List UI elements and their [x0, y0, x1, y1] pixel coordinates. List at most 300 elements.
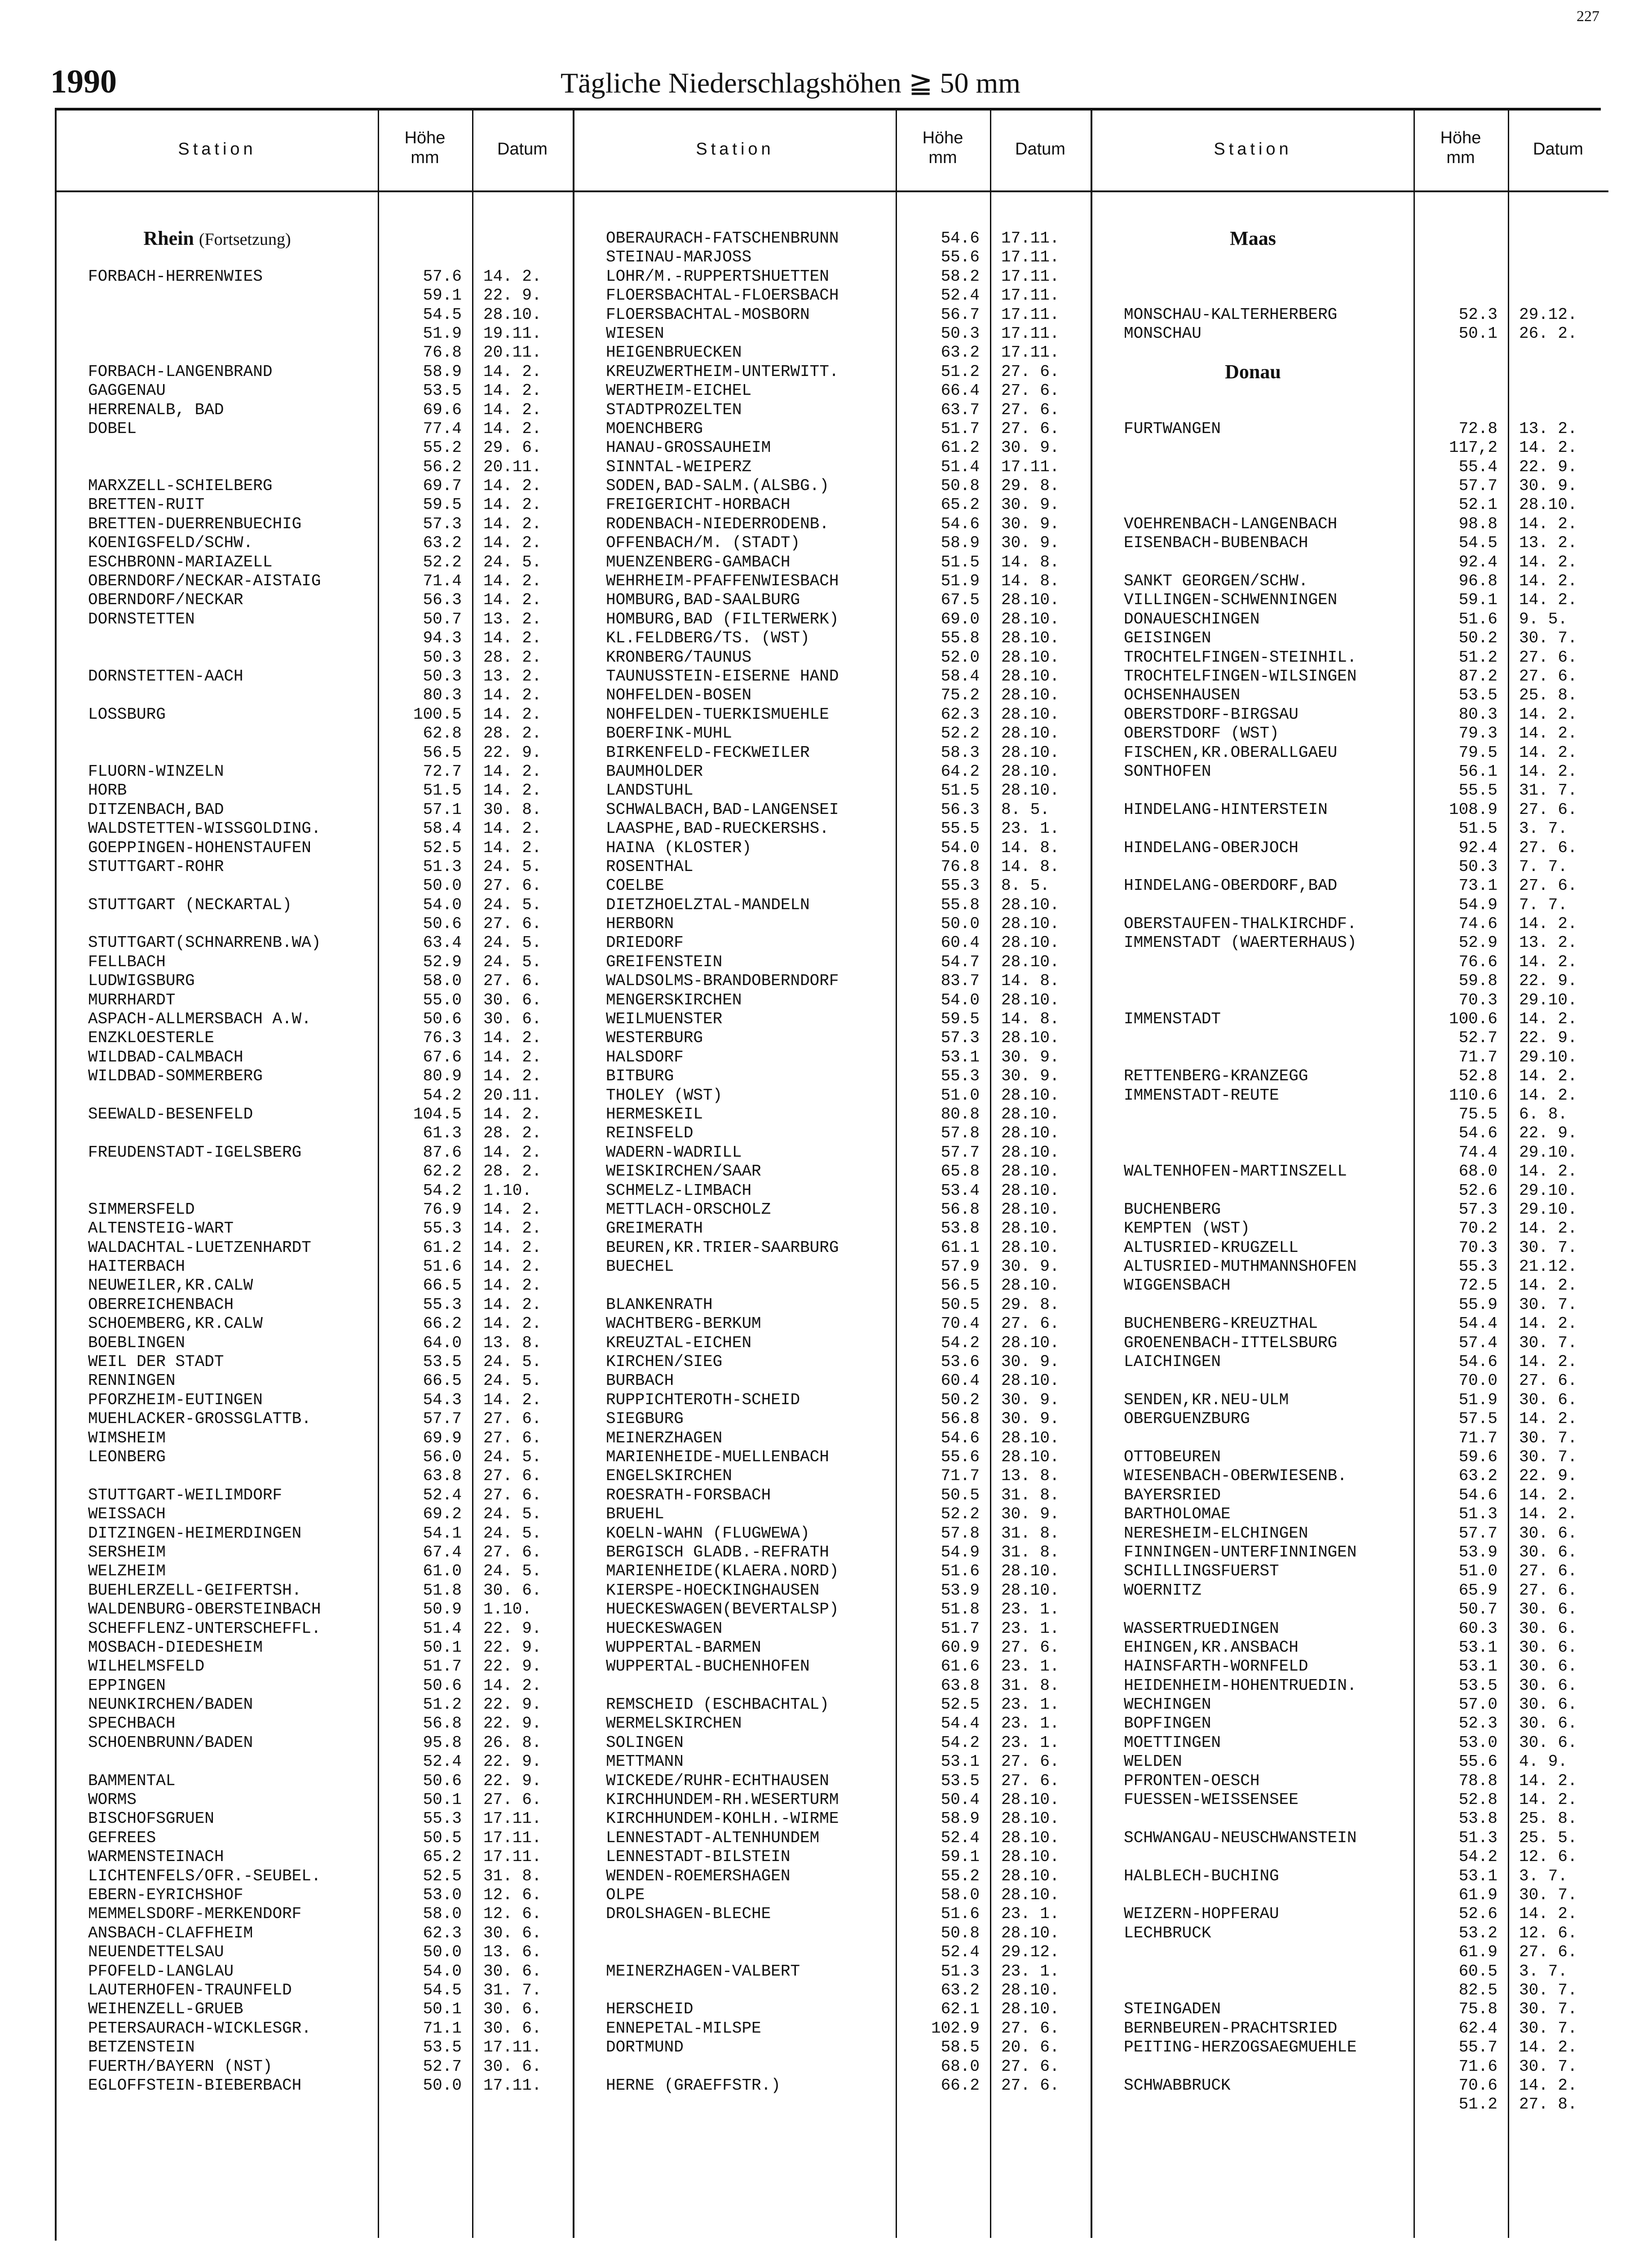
table-row — [57, 1638, 573, 1657]
station-name: DONAUESCHINGEN — [1124, 610, 1260, 628]
table-row — [574, 762, 1091, 781]
station-name: FORBACH-HERRENWIES — [88, 267, 263, 286]
station-name: LAASPHE,BAD-RUECKERSHS. — [606, 819, 829, 838]
table-row — [57, 1200, 573, 1219]
date-value: 27. 6. — [483, 1791, 542, 1809]
station-name: HAINSFARTH-WORNFELD — [1124, 1657, 1308, 1676]
table-row — [1092, 1353, 1608, 1371]
date-value: 14. 2. — [1519, 762, 1577, 781]
date-value: 28. 2. — [483, 724, 542, 743]
date-value: 23. 1. — [1001, 819, 1060, 838]
precipitation-height: 50.0 — [423, 876, 462, 895]
table-row — [1092, 629, 1608, 648]
precipitation-height: 71.7 — [941, 1467, 980, 1486]
table-row — [1092, 1086, 1608, 1105]
date-value: 17.11. — [483, 1828, 542, 1847]
date-value: 23. 1. — [1001, 1714, 1060, 1733]
date-value: 13. 8. — [483, 1333, 542, 1352]
table-row — [57, 1981, 573, 2000]
precipitation-height: 62.1 — [941, 2000, 980, 2019]
station-name: OBERNDORF/NECKAR — [88, 591, 243, 610]
date-value: 8. 5. — [1001, 800, 1050, 819]
station-name: NEUWEILER,KR.CALW — [88, 1276, 253, 1295]
station-name: SINNTAL-WEIPERZ — [606, 457, 752, 476]
station-name: PFORZHEIM-EUTINGEN — [88, 1390, 263, 1409]
date-value: 14. 2. — [483, 267, 542, 286]
precipitation-height: 52.3 — [1458, 1714, 1497, 1733]
station-name: ENGELSKIRCHEN — [606, 1467, 732, 1486]
station-name: WEISSACH — [88, 1505, 166, 1524]
table-row — [57, 495, 573, 514]
date-value: 30. 6. — [483, 2000, 542, 2019]
table-row — [1092, 1562, 1608, 1581]
precipitation-height: 57.3 — [941, 1029, 980, 1048]
station-name: LEONBERG — [88, 1448, 166, 1466]
table-row — [57, 1562, 573, 1581]
precipitation-height: 76.8 — [941, 857, 980, 876]
table-row — [574, 420, 1091, 438]
table-row — [574, 534, 1091, 553]
date-value: 28.10. — [483, 305, 542, 324]
date-value: 26. 2. — [1519, 324, 1577, 343]
station-name: BAYERSRIED — [1124, 1486, 1221, 1504]
table-row — [1092, 1048, 1608, 1067]
date-value: 17.11. — [1001, 457, 1060, 476]
date-value: 28.10. — [1001, 1086, 1060, 1105]
date-value: 14. 2. — [1519, 572, 1577, 591]
date-value: 27. 6. — [1519, 1943, 1577, 1962]
precipitation-height: 58.5 — [941, 2038, 980, 2057]
table-row — [57, 591, 573, 610]
date-value: 14. 2. — [1519, 1314, 1577, 1333]
date-value: 30. 6. — [1519, 1657, 1577, 1676]
precipitation-height: 50.4 — [941, 1791, 980, 1809]
table-row — [1092, 667, 1608, 686]
station-name: WERTHEIM-EICHEL — [606, 381, 752, 400]
table-row — [57, 1867, 573, 1886]
date-value: 28.10. — [1001, 1238, 1060, 1257]
date-value: 27. 6. — [1519, 667, 1577, 685]
precipitation-height: 53.8 — [1458, 1809, 1497, 1828]
table-row — [57, 1809, 573, 1828]
table-row — [574, 1124, 1091, 1143]
date-value: 25. 5. — [1519, 1828, 1577, 1847]
table-row — [1092, 343, 1608, 362]
precipitation-height: 53.5 — [941, 1771, 980, 1790]
station-name: STEINGADEN — [1124, 2000, 1221, 2019]
table-row — [574, 1295, 1091, 1314]
table-row — [574, 1181, 1091, 1200]
precipitation-height: 69.6 — [423, 400, 462, 419]
table-row — [1092, 953, 1608, 972]
station-name: TAUNUSSTEIN-EISERNE HAND — [606, 667, 839, 685]
table-row — [57, 1676, 573, 1695]
date-value: 28.10. — [1001, 1828, 1060, 1847]
date-value: 31. 7. — [1519, 781, 1577, 800]
date-value: 30. 6. — [1519, 1619, 1577, 1638]
header-hoehe-line1: Höhe — [1440, 128, 1481, 147]
table-row — [1092, 1067, 1608, 1086]
precipitation-height: 95.8 — [423, 1733, 462, 1752]
station-name: BAUMHOLDER — [606, 762, 703, 781]
precipitation-height: 51.6 — [941, 1905, 980, 1923]
precipitation-height: 102.9 — [931, 2019, 980, 2038]
date-value: 28. 2. — [483, 648, 542, 667]
precipitation-height: 55.3 — [423, 1219, 462, 1238]
table-row — [574, 1524, 1091, 1543]
date-value: 14. 2. — [1519, 1905, 1577, 1923]
date-value: 27. 6. — [1519, 838, 1577, 857]
date-value: 30. 7. — [1519, 1448, 1577, 1466]
station-name: VOEHRENBACH-LANGENBACH — [1124, 514, 1338, 533]
precipitation-height: 70.3 — [1458, 990, 1497, 1009]
table-row — [574, 2057, 1091, 2076]
table-row — [1092, 2000, 1608, 2019]
precipitation-height: 57.7 — [941, 1143, 980, 1162]
precipitation-height: 53.1 — [1458, 1866, 1497, 1885]
station-name: MEINERZHAGEN-VALBERT — [606, 1962, 800, 1981]
precipitation-height: 55.8 — [941, 629, 980, 648]
precipitation-height: 54.6 — [941, 1428, 980, 1447]
precipitation-height: 100.5 — [413, 705, 462, 724]
precipitation-height: 58.2 — [941, 267, 980, 286]
date-value: 28.10. — [1001, 1181, 1060, 1200]
table-row — [1092, 1886, 1608, 1905]
date-value: 24. 5. — [483, 1353, 542, 1371]
precipitation-height: 57.6 — [423, 267, 462, 286]
station-name: BETZENSTEIN — [88, 2038, 195, 2057]
date-value: 25. 8. — [1519, 686, 1577, 705]
precipitation-height: 98.8 — [1458, 514, 1497, 533]
table-row — [1092, 762, 1608, 781]
station-name: TROCHTELFINGEN-STEINHIL. — [1124, 648, 1357, 667]
table-row — [1092, 1486, 1608, 1505]
date-value: 13. 8. — [1001, 1467, 1060, 1486]
station-name: OFFENBACH/M. (STADT) — [606, 534, 800, 553]
station-name: BUECHEL — [606, 1257, 674, 1276]
table-row — [57, 1448, 573, 1467]
precipitation-height: 57.9 — [941, 1257, 980, 1276]
section-title — [1092, 360, 1413, 383]
station-name: WELDEN — [1124, 1752, 1182, 1771]
precipitation-height: 61.9 — [1458, 1885, 1497, 1904]
date-value: 27. 6. — [483, 1543, 542, 1561]
table-row — [574, 1334, 1091, 1353]
precipitation-height: 53.2 — [1458, 1923, 1497, 1942]
table-row — [1092, 324, 1608, 343]
precipitation-height: 76.9 — [423, 1200, 462, 1219]
station-name: HUECKESWAGEN(BEVERTALSP) — [606, 1600, 839, 1619]
precipitation-height: 51.8 — [423, 1581, 462, 1600]
date-value: 28.10. — [1001, 1029, 1060, 1048]
date-value: 22. 9. — [483, 1657, 542, 1676]
date-value: 14. 2. — [1519, 1067, 1577, 1086]
date-value: 24. 5. — [483, 895, 542, 914]
table-row — [574, 1371, 1091, 1390]
date-value: 30. 9. — [1001, 1257, 1060, 1276]
station-name: WIGGENSBACH — [1124, 1276, 1231, 1295]
date-value: 27. 6. — [1001, 1638, 1060, 1657]
precipitation-height: 54.2 — [423, 1086, 462, 1105]
station-name: METTLACH-ORSCHOLZ — [606, 1200, 771, 1219]
date-value: 27. 6. — [1001, 1314, 1060, 1333]
station-name: ROESRATH-FORSBACH — [606, 1486, 771, 1504]
station-name: SCHOENBRUNN/BADEN — [88, 1733, 253, 1752]
table-row — [574, 1733, 1091, 1752]
station-name: WALTENHOFEN-MARTINSZELL — [1124, 1162, 1347, 1181]
precipitation-height: 117,2 — [1449, 438, 1497, 457]
precipitation-height: 65.2 — [941, 495, 980, 514]
precipitation-height: 52.5 — [423, 838, 462, 857]
table-row — [574, 1809, 1091, 1828]
precipitation-height: 51.6 — [423, 1257, 462, 1276]
row-list — [1092, 229, 1608, 2114]
station-name: WALDENBURG-OBERSTEINBACH — [88, 1600, 321, 1619]
station-name: ALTENSTEIG-WART — [88, 1219, 234, 1238]
station-name: KREUZTAL-EICHEN — [606, 1333, 752, 1352]
table-row — [574, 1886, 1091, 1905]
table-row — [1092, 781, 1608, 800]
precipitation-height: 53.8 — [941, 1219, 980, 1238]
table-row — [1092, 1524, 1608, 1543]
date-value: 14. 2. — [1519, 553, 1577, 571]
table-row — [57, 1295, 573, 1314]
date-value: 17.11. — [483, 1848, 542, 1866]
station-name: ASPACH-ALLMERSBACH A.W. — [88, 1010, 311, 1029]
date-value: 31. 7. — [483, 1981, 542, 1999]
precipitation-height: 54.0 — [423, 895, 462, 914]
table-row — [1092, 1029, 1608, 1048]
date-value: 23. 1. — [1001, 1600, 1060, 1619]
station-name: GREIMERATH — [606, 1219, 703, 1238]
precipitation-height: 52.5 — [423, 1866, 462, 1885]
precipitation-height: 55.3 — [423, 1295, 462, 1314]
precipitation-height: 59.8 — [1458, 972, 1497, 990]
table-row — [574, 515, 1091, 534]
station-name: FORBACH-LANGENBRAND — [88, 362, 273, 381]
precipitation-height: 52.4 — [941, 286, 980, 305]
table-row — [57, 800, 573, 819]
station-name: WIMSHEIM — [88, 1428, 166, 1447]
table-row — [57, 1181, 573, 1200]
table-row — [57, 381, 573, 400]
date-value: 28.10. — [1001, 629, 1060, 648]
table-row — [57, 972, 573, 990]
station-name: NOHFELDEN-TUERKISMUEHLE — [606, 705, 829, 724]
station-name: LOSSBURG — [88, 705, 166, 724]
date-value: 22. 9. — [483, 1638, 542, 1657]
table-row — [574, 305, 1091, 324]
precipitation-height: 66.2 — [941, 2076, 980, 2095]
date-value: 14. 2. — [483, 1238, 542, 1257]
date-value: 20. 6. — [1001, 2038, 1060, 2057]
date-value: 30. 9. — [1001, 495, 1060, 514]
date-value: 29.10. — [1519, 1048, 1577, 1066]
precipitation-height: 52.5 — [941, 1695, 980, 1714]
precipitation-height: 66.5 — [423, 1371, 462, 1390]
precipitation-height: 76.8 — [423, 343, 462, 362]
precipitation-height: 70.2 — [1458, 1219, 1497, 1238]
station-name: FREIGERICHT-HORBACH — [606, 495, 791, 514]
table-row — [1092, 933, 1608, 952]
precipitation-height: 54.6 — [941, 229, 980, 248]
station-name: STADTPROZELTEN — [606, 400, 742, 419]
date-value: 19.11. — [483, 324, 542, 343]
table-row — [57, 1791, 573, 1809]
table-row — [1092, 1162, 1608, 1181]
date-value: 30. 6. — [483, 2057, 542, 2076]
table-row — [1092, 1010, 1608, 1029]
date-value: 28.10. — [1001, 705, 1060, 724]
precipitation-height: 100.6 — [1449, 1010, 1497, 1029]
station-name: KIRCHHUNDEM-RH.WESERTURM — [606, 1791, 839, 1809]
precipitation-height: 50.7 — [423, 610, 462, 628]
table-row — [574, 1391, 1091, 1410]
table-row — [1092, 1905, 1608, 1923]
date-value: 14. 2. — [1519, 724, 1577, 743]
table-row — [574, 363, 1091, 381]
station-name: NERESHEIM-ELCHINGEN — [1124, 1524, 1308, 1543]
date-value: 30. 7. — [1519, 629, 1577, 648]
date-value: 14. 2. — [483, 1200, 542, 1219]
date-value: 14. 8. — [1001, 838, 1060, 857]
date-value: 27. 6. — [1001, 1752, 1060, 1771]
date-value: 14. 2. — [483, 572, 542, 591]
row-list — [57, 229, 573, 2095]
table-row — [57, 991, 573, 1010]
date-value: 30. 6. — [1519, 1638, 1577, 1657]
station-name: EHINGEN,KR.ANSBACH — [1124, 1638, 1299, 1657]
date-value: 29. 6. — [483, 438, 542, 457]
table-row — [574, 1714, 1091, 1733]
table-row — [57, 2038, 573, 2057]
station-name: FELLBACH — [88, 952, 166, 971]
header-hoehe-line2: mm — [411, 148, 439, 167]
precipitation-height: 75.8 — [1458, 2000, 1497, 2019]
date-value: 30. 7. — [1519, 1238, 1577, 1257]
date-value: 27. 6. — [483, 1467, 542, 1486]
station-name: HANAU-GROSSAUHEIM — [606, 438, 771, 457]
header-hoehe-line1: Höhe — [922, 128, 963, 147]
precipitation-height: 52.0 — [941, 648, 980, 667]
date-value: 17.11. — [483, 2038, 542, 2057]
table-row — [1092, 1714, 1608, 1733]
station-name: ALTUSRIED-MUTHMANNSHOFEN — [1124, 1257, 1357, 1276]
table-row — [1092, 1448, 1608, 1467]
precipitation-height: 57.3 — [423, 514, 462, 533]
date-value: 30. 7. — [1519, 1295, 1577, 1314]
station-name: STUTTGART(SCHNARRENB.WA) — [88, 933, 321, 952]
date-value: 14. 2. — [483, 1048, 542, 1066]
table-row — [574, 800, 1091, 819]
table-row — [574, 2076, 1091, 2095]
precipitation-height: 51.6 — [1458, 610, 1497, 628]
table-row — [1092, 1543, 1608, 1562]
precipitation-height: 80.3 — [423, 686, 462, 705]
table-row — [57, 1276, 573, 1295]
table-row — [1092, 648, 1608, 667]
table-row — [574, 1829, 1091, 1848]
table-row — [57, 1752, 573, 1771]
table-row — [57, 686, 573, 705]
precipitation-height: 54.6 — [1458, 1124, 1497, 1143]
station-name: NOHFELDEN-BOSEN — [606, 686, 752, 705]
table-row — [574, 1486, 1091, 1505]
precipitation-height: 58.0 — [423, 1905, 462, 1923]
table-row — [574, 933, 1091, 952]
table-row — [574, 1600, 1091, 1619]
date-value: 14. 2. — [1519, 591, 1577, 610]
precipitation-height: 92.4 — [1458, 553, 1497, 571]
table-row — [1092, 286, 1608, 305]
date-value: 27. 6. — [483, 1486, 542, 1504]
precipitation-height: 52.7 — [1458, 1029, 1497, 1048]
table-row — [1092, 305, 1608, 324]
station-name: OBERSTDORF (WST) — [1124, 724, 1279, 743]
precipitation-height: 51.3 — [941, 1962, 980, 1981]
table-row — [57, 515, 573, 534]
precipitation-height: 53.4 — [941, 1181, 980, 1200]
precipitation-height: 75.2 — [941, 686, 980, 705]
date-value: 14. 2. — [483, 1295, 542, 1314]
precipitation-height: 63.2 — [1458, 1467, 1497, 1486]
table-row — [574, 572, 1091, 591]
date-value: 27. 6. — [1001, 2019, 1060, 2038]
date-value: 14. 2. — [1519, 2076, 1577, 2095]
table-row — [57, 2000, 573, 2019]
station-name: BUCHENBERG-KREUZTHAL — [1124, 1314, 1318, 1333]
precipitation-height: 50.6 — [423, 1771, 462, 1790]
table-row — [574, 1791, 1091, 1809]
date-value: 3. 7. — [1519, 1866, 1568, 1885]
header-station: Station — [1214, 140, 1292, 159]
table-row — [1092, 1143, 1608, 1162]
station-name: BISCHOFSGRUEN — [88, 1809, 214, 1828]
table-row — [574, 839, 1091, 858]
station-name: LICHTENFELS/OFR.-SEUBEL. — [88, 1866, 321, 1885]
date-value: 29.10. — [1519, 1181, 1577, 1200]
date-value: 30. 9. — [1001, 1505, 1060, 1524]
date-value: 24. 5. — [483, 1448, 542, 1466]
precipitation-height: 61.0 — [423, 1562, 462, 1581]
station-name: DORNSTETTEN-AACH — [88, 667, 243, 685]
station-name: GEFREES — [88, 1828, 156, 1847]
station-name: MEMMELSDORF-MERKENDORF — [88, 1905, 302, 1923]
table-row — [1092, 438, 1608, 457]
table-row — [574, 381, 1091, 400]
date-value: 30. 9. — [1001, 1390, 1060, 1409]
date-value: 30. 6. — [1519, 1714, 1577, 1733]
date-value: 14. 2. — [483, 819, 542, 838]
station-name: BAMMENTAL — [88, 1771, 176, 1790]
date-value: 14. 2. — [483, 514, 542, 533]
date-value: 23. 1. — [1001, 1962, 1060, 1981]
precipitation-height: 77.4 — [423, 419, 462, 438]
table-row — [1092, 1391, 1608, 1410]
station-name: SCHWABBRUCK — [1124, 2076, 1231, 2095]
table-row — [574, 705, 1091, 724]
date-value: 30. 6. — [483, 1923, 542, 1942]
precipitation-height: 62.3 — [423, 1923, 462, 1942]
station-name: FLOERSBACHTAL-FLOERSBACH — [606, 286, 839, 305]
table-row — [574, 1048, 1091, 1067]
precipitation-height: 54.5 — [1458, 534, 1497, 553]
date-value: 28.10. — [1001, 952, 1060, 971]
table-row — [574, 1962, 1091, 1981]
station-name: GREIFENSTEIN — [606, 952, 723, 971]
precipitation-height: 58.9 — [941, 534, 980, 553]
date-value: 27. 8. — [1519, 2095, 1577, 2114]
